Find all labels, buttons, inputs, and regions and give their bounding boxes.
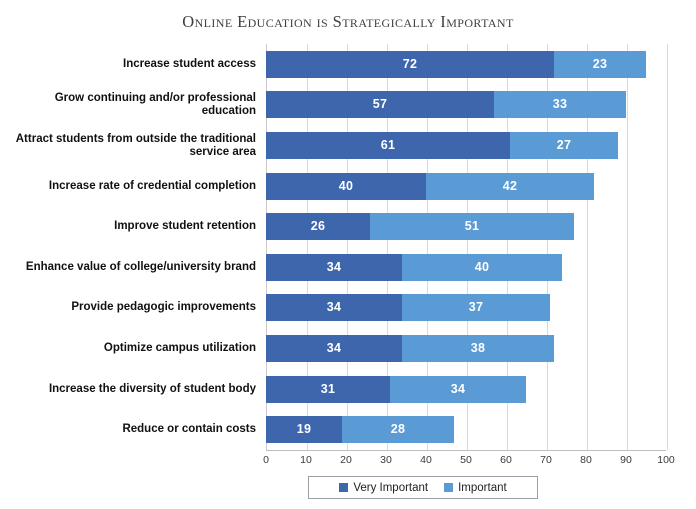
category-label: Increase the diversity of student body <box>48 382 256 395</box>
bar-segment: 57 <box>266 91 494 118</box>
bar-segment: 40 <box>402 254 562 281</box>
bar-segment: 31 <box>266 376 390 403</box>
bar-segment: 61 <box>266 132 510 159</box>
bar-segment: 34 <box>266 335 402 362</box>
category-label: Reduce or contain costs <box>122 423 256 436</box>
bar-row <box>266 254 666 281</box>
bar-row <box>266 416 666 443</box>
bar-row <box>266 91 666 118</box>
bar-segment: 23 <box>554 51 646 78</box>
category-label: Optimize campus utilization <box>103 342 256 354</box>
bar-segment: 40 <box>266 173 426 200</box>
legend-item[interactable] <box>339 482 428 494</box>
x-tick-label: 90 <box>620 454 632 466</box>
x-tick-label: 80 <box>580 454 592 466</box>
legend-item[interactable] <box>444 482 507 494</box>
bar-segment: 34 <box>266 294 402 321</box>
x-axis-line <box>266 450 666 451</box>
chart-title: Online Education is Strategically Important <box>182 12 514 31</box>
category-label: Increase student access <box>123 57 256 70</box>
bar-segment: 26 <box>266 213 370 240</box>
x-tick-label: 100 <box>657 454 675 466</box>
x-tick-label: 10 <box>300 454 312 466</box>
category-label: Increase rate of credential completion <box>48 179 256 192</box>
category-label: Attract students from outside the traditional service area <box>15 132 256 158</box>
x-tick-label: 0 <box>263 454 269 466</box>
bar-row <box>266 335 666 362</box>
bar-row <box>266 213 666 240</box>
bar-segment: 34 <box>266 254 402 281</box>
bar-segment: 33 <box>494 91 626 118</box>
bar-row <box>266 294 666 321</box>
bar-row <box>266 173 666 200</box>
legend-swatch-icon <box>444 483 453 492</box>
legend-label: Important <box>458 481 507 494</box>
category-labels <box>0 44 262 450</box>
category-label: Grow continuing and/or professional education <box>54 91 256 117</box>
bar-segment: 38 <box>402 335 554 362</box>
bar-segment: 42 <box>426 173 594 200</box>
bar-segment: 27 <box>510 132 618 159</box>
x-tick-label: 50 <box>460 454 472 466</box>
bar-row <box>266 132 666 159</box>
x-tick-label: 40 <box>420 454 432 466</box>
x-tick-label: 30 <box>380 454 392 466</box>
bar-segment: 19 <box>266 416 342 443</box>
category-label: Enhance value of college/university brand <box>25 260 256 273</box>
x-tick-label: 60 <box>500 454 512 466</box>
bar-segment: 34 <box>390 376 526 403</box>
legend-label: Very Important <box>353 481 429 494</box>
category-label: Improve student retention <box>114 220 256 233</box>
category-label: Provide pedagogic improvements <box>71 301 256 314</box>
x-tick-label: 70 <box>540 454 552 466</box>
bar-row <box>266 376 666 403</box>
gridline <box>667 44 668 450</box>
chart-legend <box>308 476 538 499</box>
x-tick-label: 20 <box>340 454 352 466</box>
bar-segment: 37 <box>402 294 550 321</box>
bar-segment: 72 <box>266 51 554 78</box>
legend-swatch-icon <box>339 483 348 492</box>
bar-row <box>266 51 666 78</box>
bar-segment: 51 <box>370 213 574 240</box>
bar-segment: 28 <box>342 416 454 443</box>
